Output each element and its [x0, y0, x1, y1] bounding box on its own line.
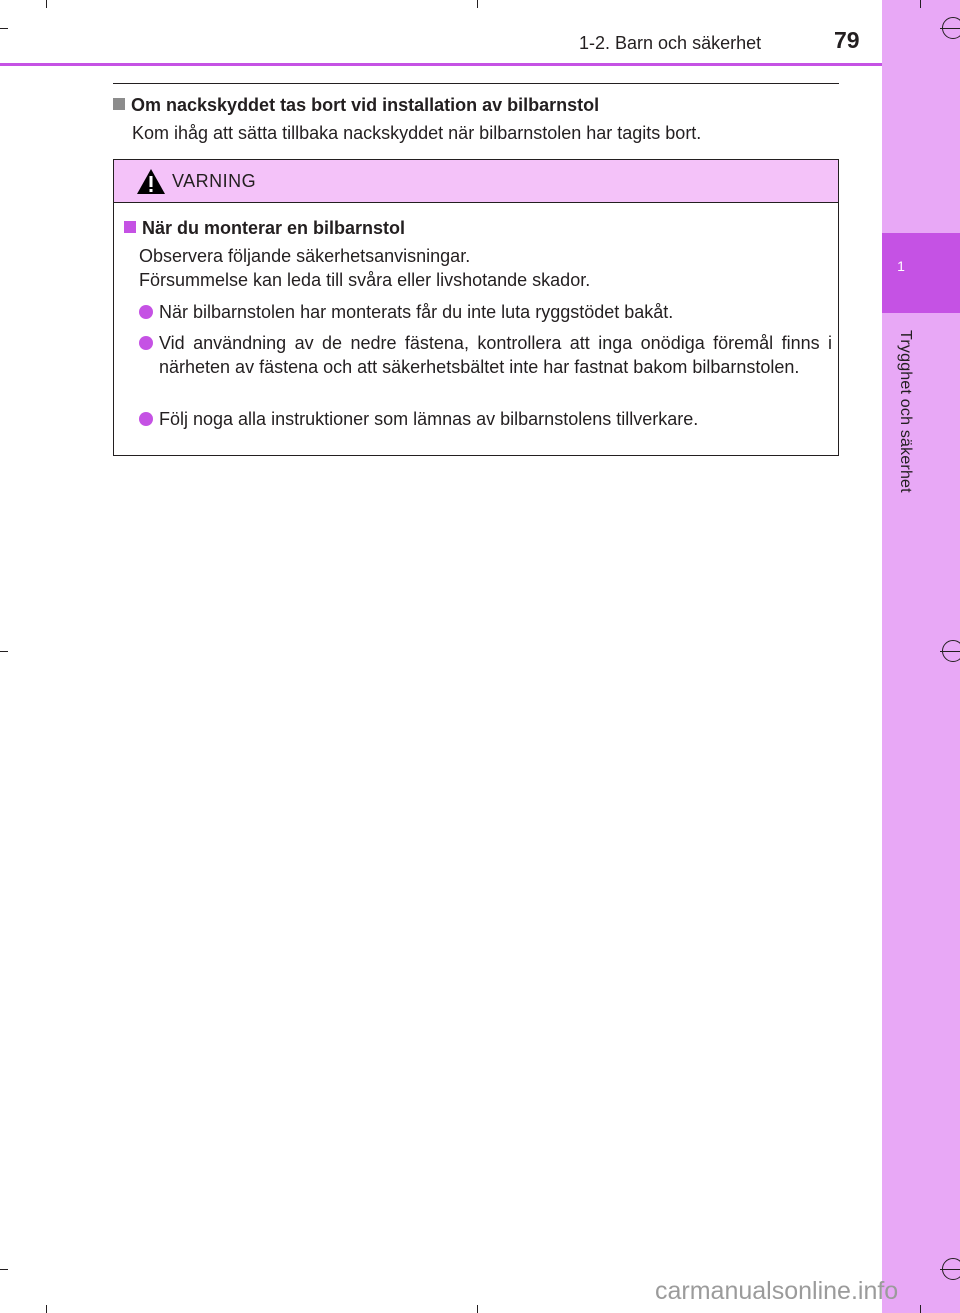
section-title: 1-2. Barn och säkerhet — [579, 33, 762, 53]
crop-mark — [46, 0, 47, 8]
crop-mark — [0, 1269, 8, 1270]
topic-heading-text: Om nackskyddet tas bort vid installation av bilbarnstol — [131, 95, 600, 115]
crop-mark — [920, 0, 921, 8]
warning-triangle-icon — [136, 168, 166, 195]
crop-mark — [477, 0, 478, 8]
watermark: carmanualsonline.info — [655, 1277, 899, 1305]
square-bullet-icon — [124, 221, 136, 233]
warning-list-item — [139, 300, 832, 324]
crop-mark — [940, 1269, 960, 1270]
warning-list-item-text: Följ noga alla instruktioner som lämnas av bilbarnstolens tillverkare. — [159, 409, 699, 429]
crop-mark — [940, 28, 960, 29]
square-bullet-icon — [113, 98, 125, 110]
crop-mark — [46, 1305, 47, 1313]
round-bullet-icon — [139, 412, 153, 426]
warning-intro-line: Observera följande säkerhetsanvisningar. — [139, 246, 471, 266]
crop-mark — [0, 28, 8, 29]
warning-list-item-text: Vid användning av de nedre fästena, kontrollera att inga onödiga föremål finns i närheten av fästena och att säkerhetsbältet inte har fastnat bakom bilbarnstolen. — [159, 333, 832, 377]
warning-heading-text: När du monterar en bilbarnstol — [142, 218, 406, 238]
crop-mark — [940, 651, 960, 652]
chapter-number: 1 — [897, 258, 905, 274]
warning-heading — [124, 218, 405, 239]
content-top-rule — [113, 83, 839, 84]
topic-body: Kom ihåg att sätta tillbaka nackskyddet när bilbarnstolen har tagits bort. — [132, 123, 702, 143]
crop-mark — [0, 651, 8, 652]
warning-intro-line: Försummelse kan leda till svåra eller livshotande skador. — [139, 270, 591, 290]
warning-list-item — [139, 407, 832, 431]
round-bullet-icon — [139, 336, 153, 350]
crop-mark — [477, 1305, 478, 1313]
page-number: 79 — [834, 27, 860, 53]
warning-header — [114, 160, 838, 203]
header-rule — [0, 63, 882, 66]
topic-heading — [113, 95, 599, 116]
warning-list-item-text: När bilbarnstolen har monterats får du inte luta ryggstödet bakåt. — [159, 302, 674, 322]
warning-title: VARNING — [172, 171, 257, 191]
warning-box — [113, 159, 839, 456]
round-bullet-icon — [139, 305, 153, 319]
chapter-name: Trygghet och säkerhet — [897, 330, 914, 493]
crop-mark — [920, 1305, 921, 1313]
warning-list-item — [139, 331, 832, 379]
